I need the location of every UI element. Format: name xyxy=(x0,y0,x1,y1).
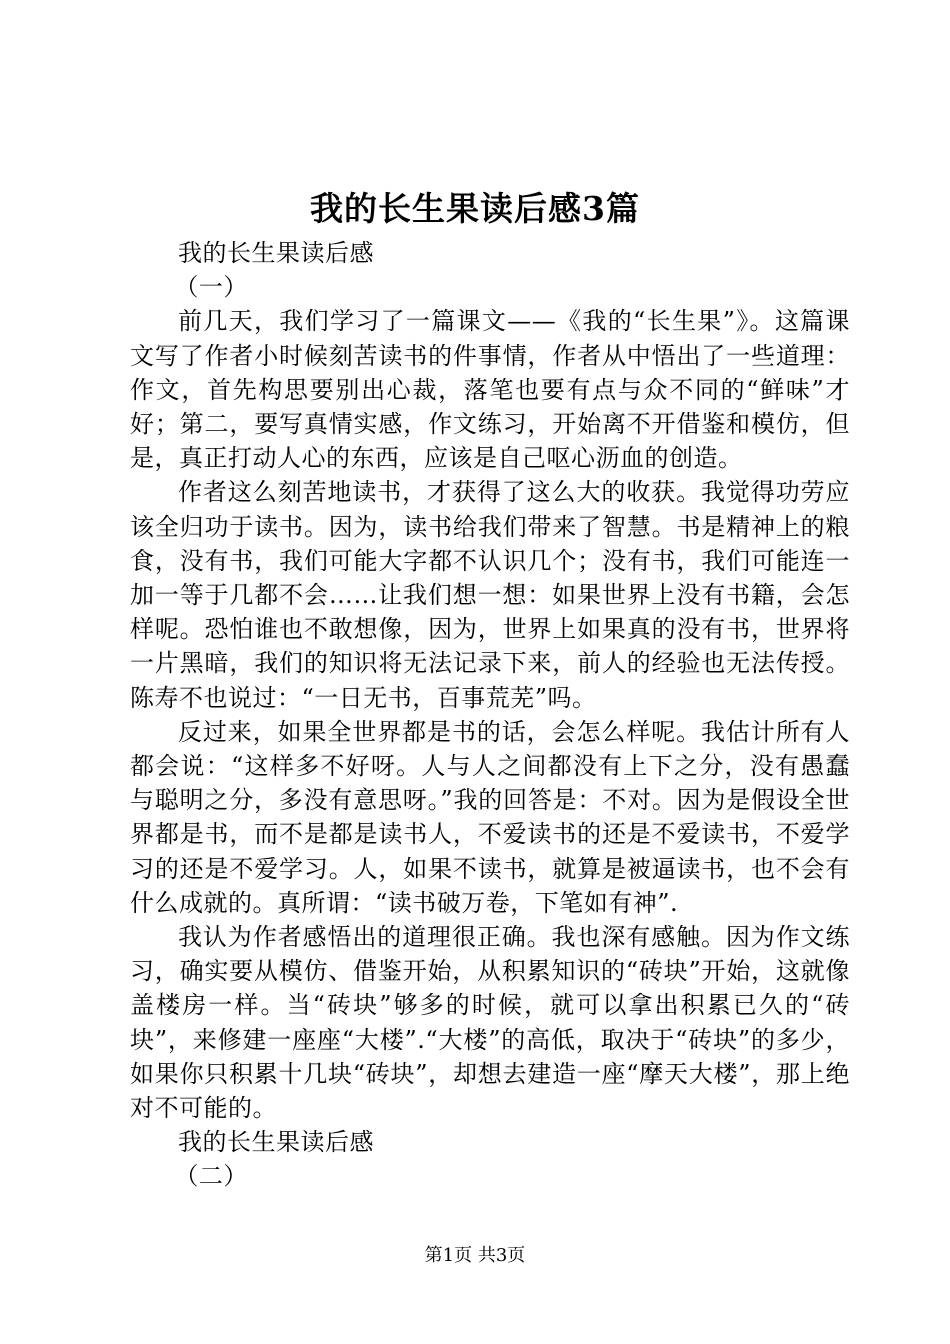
document-body xyxy=(130,236,850,1194)
body-paragraph: 我认为作者感悟出的道理很正确。我也深有感触。因为作文练习，确实要从模仿、借鉴开始，从积累知识的“砖块”开始，这就像盖楼房一样。当“砖块”够多的时候，就可以拿出积累已久的“砖块”，来修建一座座“大楼”.“大楼”的高低，取决于“砖块”的多少，如果你只积累十几块“砖块”，却想去建造一座“摩天大楼”，那上绝对不可能的。 xyxy=(130,923,850,1123)
body-paragraph: 前几天，我们学习了一篇课文——《我的“长生果”》。这篇课文写了作者小时候刻苦读书的件事情，作者从中悟出了一些道理：作文，首先构思要别出心裁，落笔也要有点与众不同的“鲜味”才好；第二，要写真情实感，作文练习，开始离不开借鉴和模仿，但是，真正打动人心的东西，应该是自己呕心沥血的创造。 xyxy=(130,307,850,473)
document-title: 我的长生果读后感3篇 xyxy=(310,189,640,228)
section-heading: 我的长生果读后感 xyxy=(178,1128,374,1157)
body-paragraph: 作者这么刻苦地读书，才获得了这么大的收获。我觉得功劳应该全归功于读书。因为，读书给我们带来了智慧。书是精神上的粮食，没有书，我们可能大字都不认识几个；没有书，我们可能连一加一等于几都不会……让我们想一想：如果世界上没有书籍，会怎样呢。恐怕谁也不敢想像，因为，世界上如果真的没有书，世界将一片黑暗，我们的知识将无法记录下来，前人的经验也无法传授。陈寿不也说过：“一日无书，百事荒芜”吗。 xyxy=(130,478,850,712)
page-footer: 第1页 共3页 xyxy=(424,1245,526,1266)
section-heading: 我的长生果读后感 xyxy=(178,239,374,267)
body-paragraph: 反过来，如果全世界都是书的话，会怎么样呢。我估计所有人都会说：“这样多不好呀。人与人之间都没有上下之分，没有愚蠢与聪明之分，多没有意思呀。”我的回答是：不对。因为是假设全世界都是书，而不是都是读书人，不爱读书的还是不爱读书，不爱学习的还是不爱学习。人，如果不读书，就算是被逼读书，也不会有什么成就的。真所谓：“读书破万卷，下笔如有神”. xyxy=(130,717,850,917)
section-number: （二） xyxy=(174,1162,248,1191)
section-number: （一） xyxy=(174,273,248,302)
